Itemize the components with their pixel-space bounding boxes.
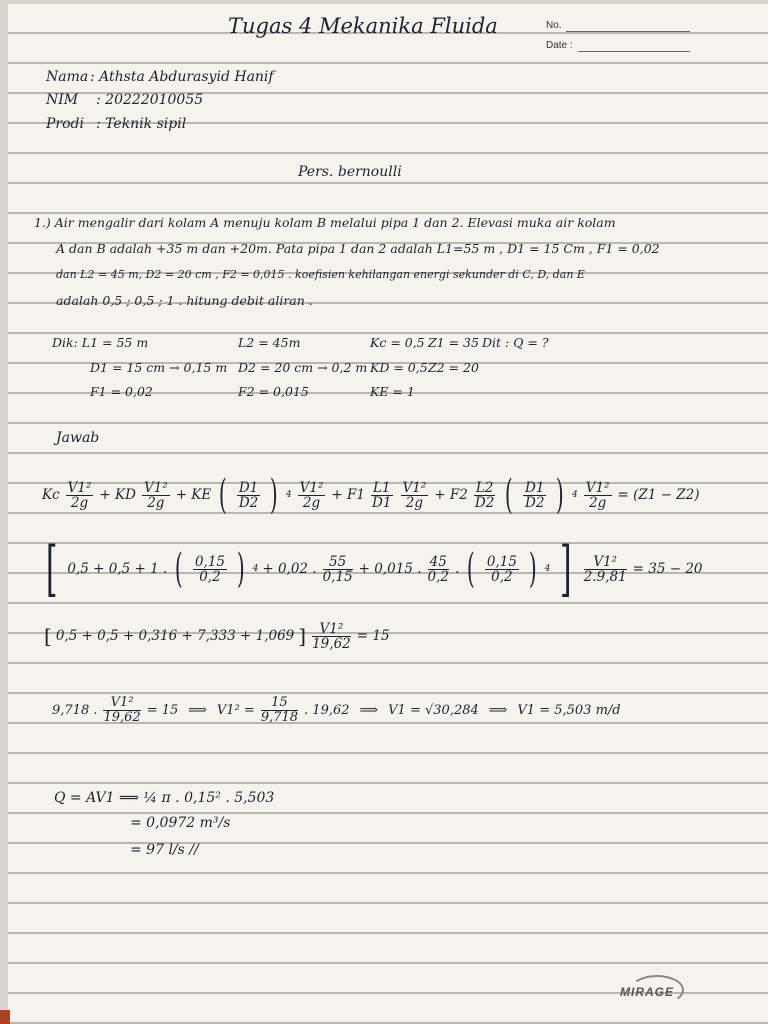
section-title: Pers. bernoulli xyxy=(298,164,402,180)
no-field-line xyxy=(566,31,690,32)
prodi-value: : Teknik sipil xyxy=(96,116,187,132)
jawab-label: Jawab xyxy=(56,430,100,446)
corner-mark xyxy=(0,1010,10,1024)
eq2-b: + 0,02 . xyxy=(262,561,317,577)
given-d2: D2 = 20 cm → 0,2 m xyxy=(238,360,368,375)
eq4-b-tail: . 19,62 xyxy=(304,702,350,718)
eq2-exp2: 4 xyxy=(544,564,551,574)
problem-line-2: A dan B adalah +35 m dan +20m. Pata pipa 1 dan 2 adalah L1=55 m , D1 = 15 Cm , F1 = 0,02 xyxy=(56,241,660,256)
eq1-frac1-num: V1² xyxy=(67,479,92,496)
page-title: Tugas 4 Mekanika Fluida xyxy=(228,14,498,38)
eq2-d: . xyxy=(454,561,460,577)
eq4-a: 9,718 . xyxy=(52,702,98,718)
prodi-label: Prodi xyxy=(46,116,84,132)
eq1-f2: + F2 xyxy=(434,487,468,503)
nama-label: Nama xyxy=(46,69,89,85)
nim-value: : 20222010055 xyxy=(96,92,204,108)
eq1-kd: + KD xyxy=(99,487,136,503)
given-kd: KD = 0,5 xyxy=(370,360,428,375)
eq1-frac2-den: 2g xyxy=(147,494,165,511)
eq4-a-tail: = 15 xyxy=(146,702,179,718)
eq2-c: + 0,015 . xyxy=(358,561,422,577)
equation-2: [ 0,5 + 0,5 + 1 . ( $\frac{0,15}{0,2}$ ) 4 + 0,02 . $\frac{55}{0,15}$ + 0,015 . $\frac{45}{0,2}$ . ( $\frac{0,15}{0,2}$ ) 4 ] $\frac{\text{V1²}}{2.9,81}$ = 35 − 20 xyxy=(45,534,703,604)
equation-4 xyxy=(52,688,621,732)
eq1-tail: = (Z1 − Z2) xyxy=(617,487,700,503)
given-l1: Dik: L1 = 55 m xyxy=(52,335,149,350)
eq3-den: 19,62 xyxy=(312,635,351,652)
eq1-d1c: D1 xyxy=(525,479,545,496)
eq1-kc: Kc xyxy=(42,487,60,503)
eq3-num: V1² xyxy=(312,622,351,637)
equation-1: Kc $\frac{\text{V1²}}{2g}$ + KD $\frac{\text{V1²}}{2g}$ + KE ( $\frac{D1}{D2}$ ) 4 $\frac{\text{V1²}}{2g}$ + F1 $\frac{L1}{D1}$ $\frac{\text{V1²}}{2g}$ + F2 $\frac{L2}{D2}$ ( $\frac{D1}{D2}$ ) 4 $\frac{\text{V1²}}{2g}$ = (Z1 − Z2) xyxy=(42,472,700,518)
eq4-c: V1 = √30,284 xyxy=(388,702,479,718)
eq4-a-num: V1² xyxy=(103,696,140,711)
problem-line-1: 1.) Air mengalir dari kolam A menuju kolam B melalui pipa 1 dan 2. Elevasi muka air kolam xyxy=(34,215,616,230)
given-kc: Kc = 0,5 xyxy=(370,335,425,350)
eq2-r1n: 0,15 xyxy=(194,553,225,570)
eq1-d2c: D2 xyxy=(525,494,545,511)
eq1-l1: L1 xyxy=(372,479,391,496)
date-label: Date : xyxy=(546,40,573,51)
problem-line-3: dan L2 = 45 m, D2 = 20 cm , F2 = 0,015 . koefisien kehilangan energi sekunder di C, D, dan E xyxy=(56,268,585,281)
eq1-exp2: 4 xyxy=(572,490,578,500)
eq4-arrow3: ⟹ xyxy=(488,702,508,718)
eq1-l2: L2 xyxy=(475,479,494,496)
eq4-b-num: 15 xyxy=(261,696,298,711)
eq1-frac5-num: V1² xyxy=(585,479,610,496)
eq1-f1: + F1 xyxy=(331,487,365,503)
eq1-frac1-den: 2g xyxy=(70,494,89,511)
answer-line-1: Q = AV1 ⟹ ¼ π . 0,15² . 5,503 xyxy=(54,790,275,806)
eq1-frac4-den: 2g xyxy=(405,494,424,511)
nama-value: : Athsta Abdurasyid Hanif xyxy=(90,69,274,85)
eq1-frac2-num: V1² xyxy=(143,479,168,496)
eq2-tail: = 35 − 20 xyxy=(632,561,703,577)
eq1-frac3-num: V1² xyxy=(299,479,324,496)
eq4-d: V1 = 5,503 m/d xyxy=(517,702,621,718)
eq4-arrow2: ⟹ xyxy=(359,702,379,718)
given-z1: Z1 = 35 xyxy=(428,335,479,350)
eq2-c-num: 45 xyxy=(428,555,449,570)
answer-line-3: = 97 l/s // xyxy=(130,842,199,858)
eq2-b-den: 0,15 xyxy=(322,568,353,585)
mirage-logo: MIRAGE xyxy=(620,985,674,999)
eq2-r2d: 0,2 xyxy=(491,568,513,585)
equation-3: [ 0,5 + 0,5 + 0,316 + 7,333 + 1,069 ] $\frac{\text{V1²}}{19,62}$ = 15 xyxy=(44,620,390,652)
eq1-d1: D1 xyxy=(238,479,259,496)
eq4-b: V1² = xyxy=(216,702,255,718)
eq1-ke: + KE xyxy=(175,487,212,503)
eq2-v: V1² xyxy=(584,555,627,570)
given-f1: F1 = 0,02 xyxy=(90,384,153,399)
eq4-a-den: 19,62 xyxy=(103,709,141,725)
eq4-arrow: ⟹ xyxy=(188,702,207,718)
given-dit: Dit : Q = ? xyxy=(482,335,549,350)
eq2-b-num: 55 xyxy=(323,555,353,570)
eq1-d2b: D2 xyxy=(474,494,495,511)
problem-line-4: adalah 0,5 ; 0,5 ; 1 . hitung debit aliran . xyxy=(56,293,313,308)
nim-label: NIM xyxy=(46,92,79,108)
eq2-r2n: 0,15 xyxy=(486,553,517,570)
given-z2: Z2 = 20 xyxy=(428,360,479,375)
eq3-tail: = 15 xyxy=(356,628,390,644)
given-f2: F2 = 0,015 xyxy=(238,384,309,399)
eq1-d1b: D1 xyxy=(372,494,392,511)
date-field-line xyxy=(578,51,690,52)
eq3-bracket: 0,5 + 0,5 + 0,316 + 7,333 + 1,069 xyxy=(55,628,295,644)
eq2-c-den: 0,2 xyxy=(427,568,449,585)
eq2-r1d: 0,2 xyxy=(199,568,221,585)
given-d1: D1 = 15 cm → 0,15 m xyxy=(90,360,228,375)
eq1-exp1: 4 xyxy=(285,490,292,500)
no-label: No. xyxy=(546,20,562,31)
eq2-exp1: 4 xyxy=(252,564,259,574)
given-l2: L2 = 45m xyxy=(238,335,301,350)
eq2-a: 0,5 + 0,5 + 1 . xyxy=(67,561,168,577)
eq1-frac5-den: 2g xyxy=(589,494,607,511)
eq2-g: 2.9,81 xyxy=(583,568,627,585)
eq1-frac4-num: V1² xyxy=(402,479,427,496)
eq4-b-den: 9,718 xyxy=(260,709,299,725)
eq1-frac3-den: 2g xyxy=(302,494,321,511)
eq1-d2: D2 xyxy=(238,494,259,511)
given-ke: KE = 1 xyxy=(370,384,415,399)
answer-line-2: = 0,0972 m³/s xyxy=(130,815,231,831)
